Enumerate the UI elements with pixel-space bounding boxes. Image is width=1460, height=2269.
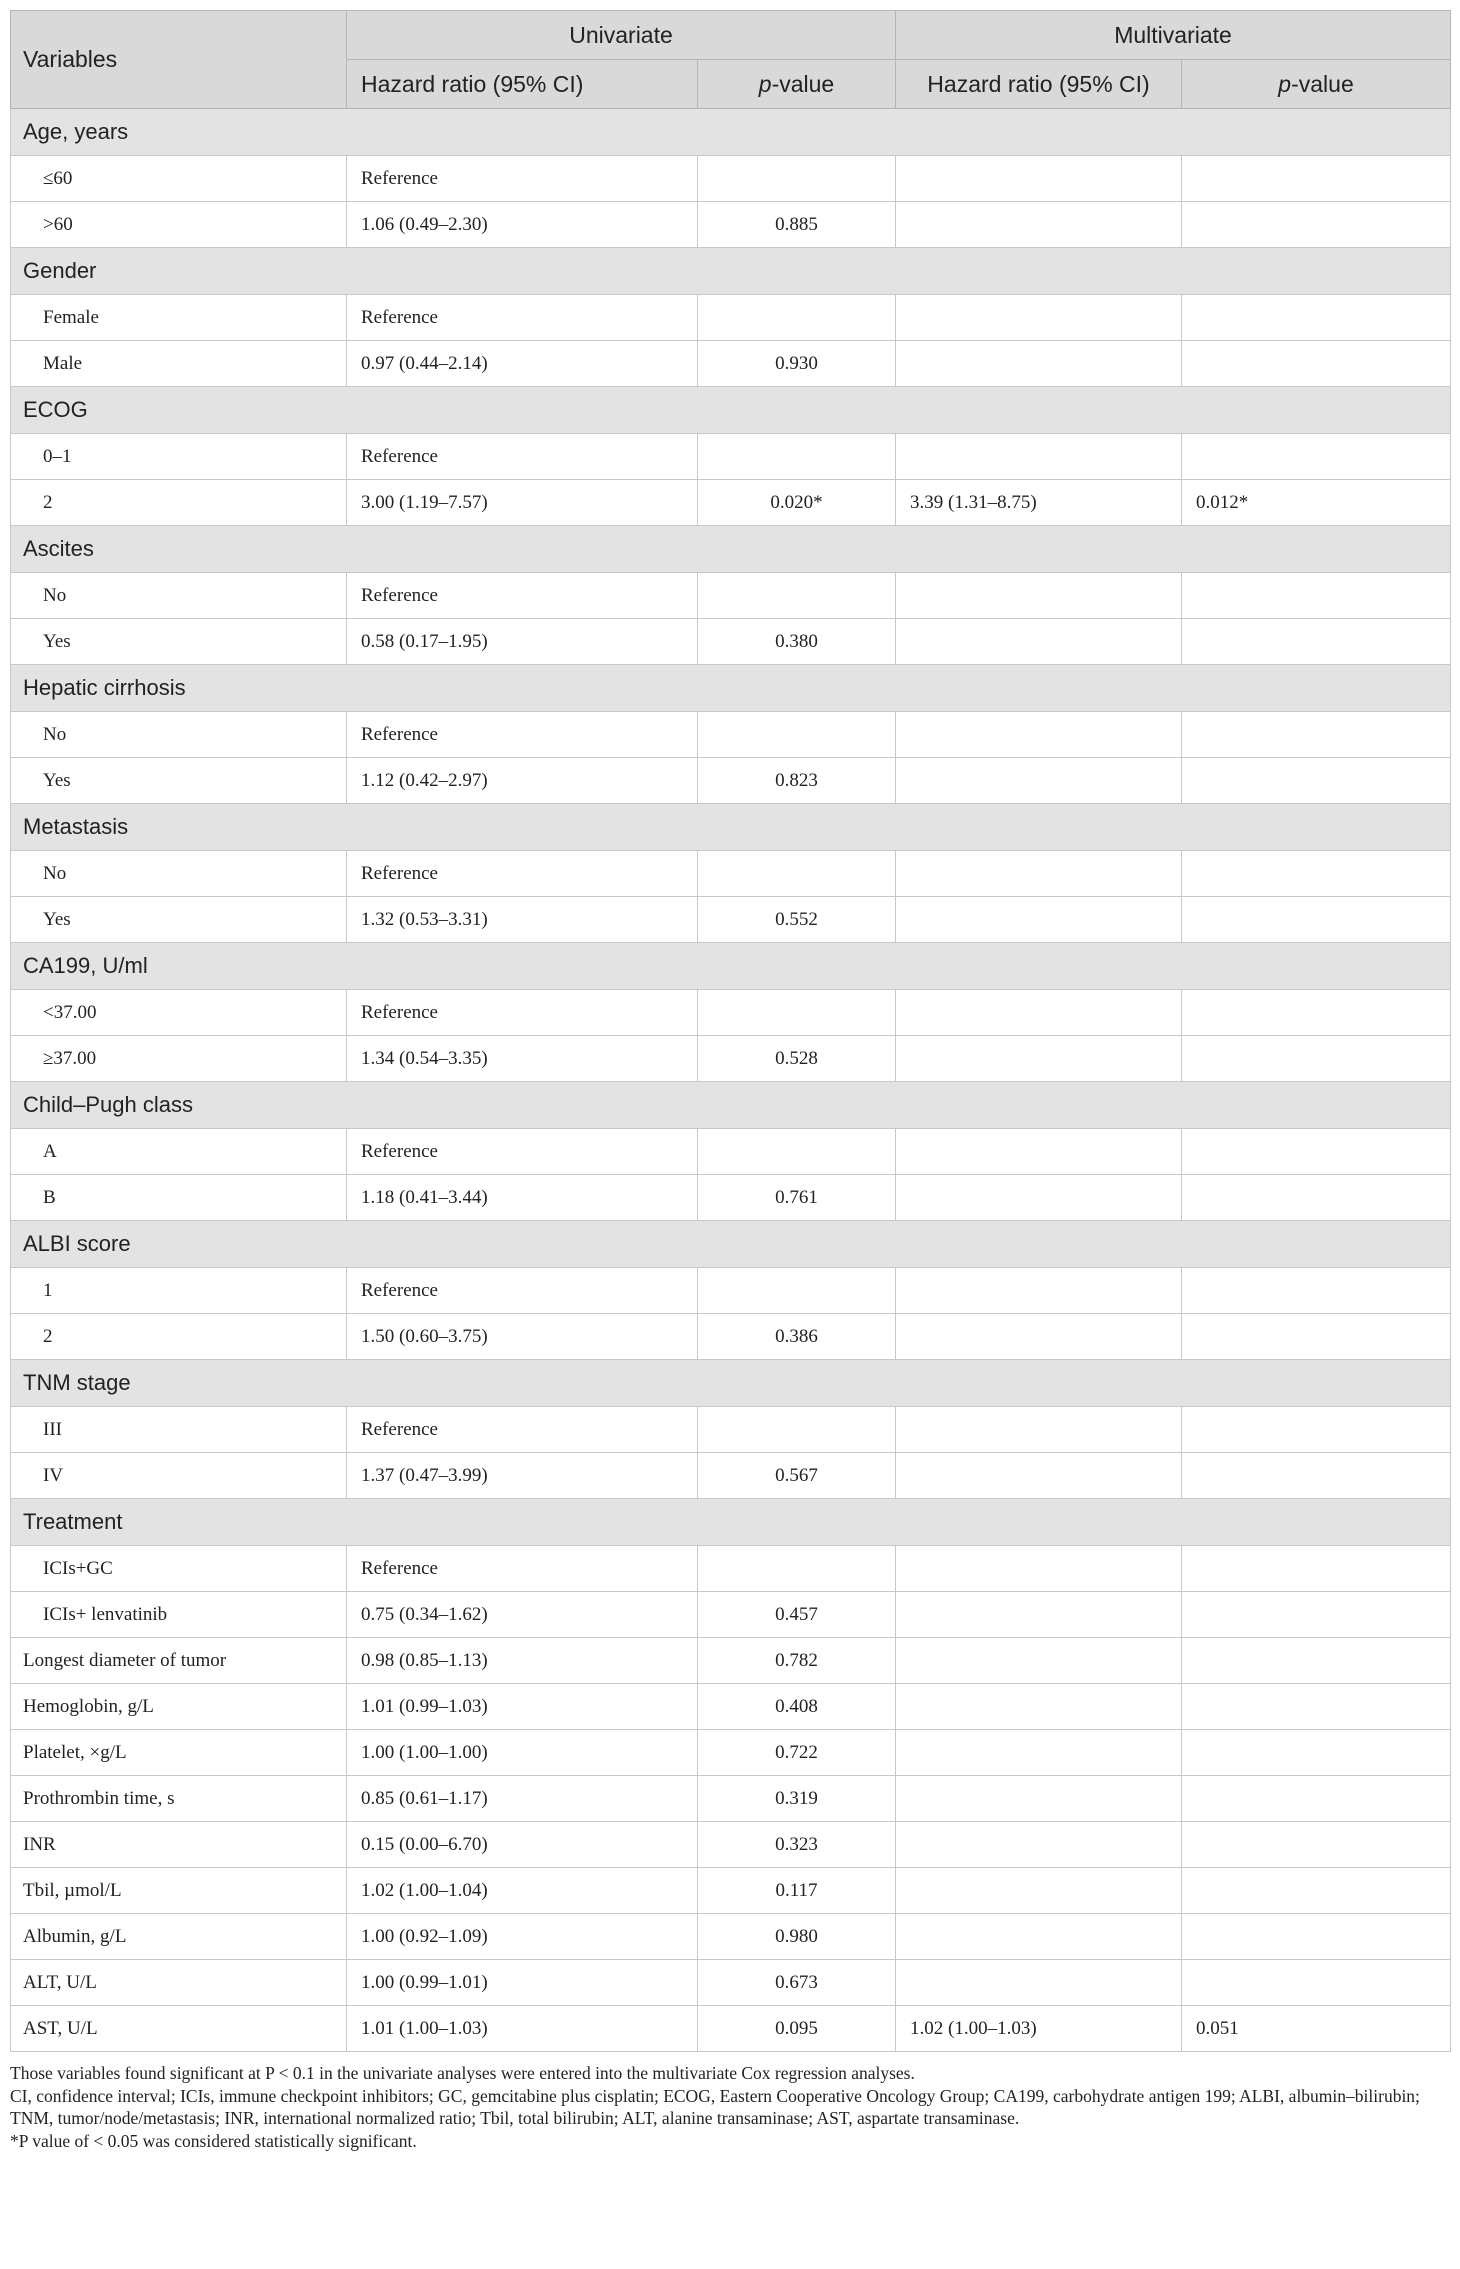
table-row (11, 1868, 1451, 1914)
variable-cell: Yes (11, 897, 347, 943)
table-row (11, 1314, 1451, 1360)
table-footnotes (10, 2062, 1450, 2152)
group-row (11, 1082, 1451, 1129)
multi-hr-cell (896, 1453, 1182, 1499)
uni-p-cell: 0.552 (698, 897, 896, 943)
multi-hr-cell (896, 1868, 1182, 1914)
uni-hr-cell: 1.01 (0.99–1.03) (347, 1684, 698, 1730)
variable-cell: ≤60 (11, 156, 347, 202)
uni-hr-cell: Reference (347, 712, 698, 758)
table-row (11, 1175, 1451, 1221)
variable-cell: INR (11, 1822, 347, 1868)
header-uni-p (698, 60, 896, 109)
group-row (11, 943, 1451, 990)
multi-p-cell (1182, 990, 1451, 1036)
uni-p-cell (698, 1546, 896, 1592)
uni-hr-cell: 1.34 (0.54–3.35) (347, 1036, 698, 1082)
group-row (11, 1360, 1451, 1407)
multi-p-cell (1182, 1129, 1451, 1175)
uni-hr-cell: Reference (347, 434, 698, 480)
multi-p-cell (1182, 1546, 1451, 1592)
multi-hr-cell (896, 1268, 1182, 1314)
uni-hr-cell: 1.02 (1.00–1.04) (347, 1868, 698, 1914)
multi-p-cell (1182, 1684, 1451, 1730)
multi-hr-cell (896, 295, 1182, 341)
multi-p-cell (1182, 1730, 1451, 1776)
uni-p-cell: 0.319 (698, 1776, 896, 1822)
p-suffix: -value (1291, 70, 1354, 97)
multi-hr-cell (896, 1546, 1182, 1592)
group-label: Treatment (11, 1499, 1451, 1546)
variable-cell: <37.00 (11, 990, 347, 1036)
uni-hr-cell: Reference (347, 1129, 698, 1175)
uni-p-cell: 0.095 (698, 2006, 896, 2052)
uni-hr-cell: 1.12 (0.42–2.97) (347, 758, 698, 804)
multi-hr-cell (896, 1684, 1182, 1730)
multi-hr-cell (896, 1638, 1182, 1684)
uni-p-cell: 0.980 (698, 1914, 896, 1960)
uni-p-cell: 0.457 (698, 1592, 896, 1638)
variable-cell: Yes (11, 758, 347, 804)
uni-p-cell (698, 1129, 896, 1175)
uni-p-cell (698, 1407, 896, 1453)
uni-hr-cell: 0.15 (0.00–6.70) (347, 1822, 698, 1868)
uni-p-cell (698, 990, 896, 1036)
variable-cell: No (11, 573, 347, 619)
table-row (11, 851, 1451, 897)
group-label: Metastasis (11, 804, 1451, 851)
table-row (11, 202, 1451, 248)
variable-cell: Yes (11, 619, 347, 665)
header-variables: Variables (11, 11, 347, 109)
group-label: Gender (11, 248, 1451, 295)
multi-hr-cell (896, 897, 1182, 943)
multi-p-cell (1182, 758, 1451, 804)
uni-hr-cell: 1.50 (0.60–3.75) (347, 1314, 698, 1360)
group-label: Hepatic cirrhosis (11, 665, 1451, 712)
uni-hr-cell: Reference (347, 1268, 698, 1314)
uni-hr-cell: Reference (347, 851, 698, 897)
multi-hr-cell (896, 851, 1182, 897)
multi-p-cell (1182, 341, 1451, 387)
footnote-2: CI, confidence interval; ICIs, immune checkpoint inhibitors; GC, gemcitabine plus cisplatin; ECOG, Eastern Cooperative Oncology Group; CA199, carbohydrate antigen 199; ALBI, albumin–bilirubin; TNM, tumor/node/metastasis; INR, international normalized ratio; Tbil, total bilirubin; ALT, alanine transaminase; AST, aspartate transaminase. (10, 2085, 1420, 2128)
group-label: ALBI score (11, 1221, 1451, 1268)
uni-p-cell: 0.408 (698, 1684, 896, 1730)
variable-cell: IV (11, 1453, 347, 1499)
uni-p-cell: 0.930 (698, 341, 896, 387)
uni-hr-cell: Reference (347, 1407, 698, 1453)
uni-hr-cell: 1.00 (0.99–1.01) (347, 1960, 698, 2006)
multi-hr-cell (896, 990, 1182, 1036)
multi-p-cell (1182, 1314, 1451, 1360)
table-body (11, 109, 1451, 2052)
multi-p-cell (1182, 1914, 1451, 1960)
table-row (11, 619, 1451, 665)
uni-hr-cell: 0.98 (0.85–1.13) (347, 1638, 698, 1684)
multi-p-cell: 0.051 (1182, 2006, 1451, 2052)
multi-hr-cell (896, 202, 1182, 248)
group-row (11, 804, 1451, 851)
uni-p-cell: 0.117 (698, 1868, 896, 1914)
table-row (11, 434, 1451, 480)
variable-cell: Prothrombin time, s (11, 1776, 347, 1822)
uni-p-cell: 0.885 (698, 202, 896, 248)
uni-p-cell (698, 573, 896, 619)
table-row (11, 1914, 1451, 1960)
multi-p-cell (1182, 619, 1451, 665)
variable-cell: ICIs+ lenvatinib (11, 1592, 347, 1638)
group-row (11, 526, 1451, 573)
uni-hr-cell: 1.32 (0.53–3.31) (347, 897, 698, 943)
table-row (11, 1730, 1451, 1776)
multi-hr-cell (896, 1592, 1182, 1638)
table-row (11, 295, 1451, 341)
multi-p-cell (1182, 1036, 1451, 1082)
footnote-1: Those variables found significant at P < 0.1 in the univariate analyses were entered into the multivariate Cox regression analyses. (10, 2063, 915, 2083)
multi-p-cell (1182, 1776, 1451, 1822)
cox-regression-table (10, 10, 1451, 2052)
uni-hr-cell: Reference (347, 1546, 698, 1592)
multi-p-cell (1182, 1453, 1451, 1499)
variable-cell: 1 (11, 1268, 347, 1314)
multi-p-cell (1182, 1407, 1451, 1453)
variable-cell: Albumin, g/L (11, 1914, 347, 1960)
multi-hr-cell (896, 712, 1182, 758)
multi-hr-cell (896, 434, 1182, 480)
header-row-1 (11, 11, 1451, 60)
multi-p-cell (1182, 295, 1451, 341)
page (10, 10, 1450, 2152)
variable-cell: AST, U/L (11, 2006, 347, 2052)
multi-p-cell (1182, 712, 1451, 758)
uni-p-cell: 0.823 (698, 758, 896, 804)
uni-hr-cell: Reference (347, 156, 698, 202)
header-uni-hr: Hazard ratio (95% CI) (347, 60, 698, 109)
multi-p-cell (1182, 434, 1451, 480)
table-row (11, 2006, 1451, 2052)
group-row (11, 1221, 1451, 1268)
table-row (11, 1407, 1451, 1453)
table-row (11, 341, 1451, 387)
group-label: Age, years (11, 109, 1451, 156)
table-row (11, 1268, 1451, 1314)
multi-p-cell (1182, 1268, 1451, 1314)
uni-hr-cell: 0.97 (0.44–2.14) (347, 341, 698, 387)
multi-hr-cell (896, 1960, 1182, 2006)
table-row (11, 1776, 1451, 1822)
variable-cell: 2 (11, 1314, 347, 1360)
multi-hr-cell (896, 573, 1182, 619)
uni-p-cell: 0.761 (698, 1175, 896, 1221)
uni-hr-cell: 0.75 (0.34–1.62) (347, 1592, 698, 1638)
group-label: ECOG (11, 387, 1451, 434)
multi-p-cell: 0.012* (1182, 480, 1451, 526)
multi-hr-cell (896, 1914, 1182, 1960)
group-row (11, 665, 1451, 712)
uni-p-cell (698, 712, 896, 758)
uni-hr-cell: 1.00 (1.00–1.00) (347, 1730, 698, 1776)
variable-cell: III (11, 1407, 347, 1453)
variable-cell: ALT, U/L (11, 1960, 347, 2006)
table-row (11, 758, 1451, 804)
multi-hr-cell (896, 1129, 1182, 1175)
table-row (11, 1960, 1451, 2006)
footnote-3: *P value of < 0.05 was considered statistically significant. (10, 2130, 417, 2151)
table-row (11, 990, 1451, 1036)
variable-cell: Hemoglobin, g/L (11, 1684, 347, 1730)
multi-p-cell (1182, 851, 1451, 897)
multi-p-cell (1182, 1175, 1451, 1221)
variable-cell: No (11, 712, 347, 758)
table-row (11, 1638, 1451, 1684)
multi-hr-cell (896, 1407, 1182, 1453)
table-row (11, 1129, 1451, 1175)
uni-hr-cell: Reference (347, 990, 698, 1036)
uni-p-cell (698, 434, 896, 480)
table-row (11, 480, 1451, 526)
uni-hr-cell: Reference (347, 573, 698, 619)
multi-p-cell (1182, 156, 1451, 202)
uni-p-cell (698, 1268, 896, 1314)
multi-hr-cell (896, 1314, 1182, 1360)
uni-hr-cell: 0.58 (0.17–1.95) (347, 619, 698, 665)
group-label: Ascites (11, 526, 1451, 573)
variable-cell: A (11, 1129, 347, 1175)
variable-cell: ≥37.00 (11, 1036, 347, 1082)
multi-hr-cell (896, 619, 1182, 665)
uni-p-cell: 0.567 (698, 1453, 896, 1499)
uni-p-cell: 0.323 (698, 1822, 896, 1868)
table-row (11, 156, 1451, 202)
group-row (11, 387, 1451, 434)
uni-p-cell: 0.528 (698, 1036, 896, 1082)
table-row (11, 1592, 1451, 1638)
variable-cell: Female (11, 295, 347, 341)
multi-hr-cell (896, 1822, 1182, 1868)
variable-cell: 0–1 (11, 434, 347, 480)
variable-cell: B (11, 1175, 347, 1221)
variable-cell: 2 (11, 480, 347, 526)
table-row (11, 1453, 1451, 1499)
uni-p-cell (698, 851, 896, 897)
variable-cell: No (11, 851, 347, 897)
uni-p-cell: 0.020* (698, 480, 896, 526)
group-row (11, 1499, 1451, 1546)
uni-hr-cell: 1.37 (0.47–3.99) (347, 1453, 698, 1499)
variable-cell: >60 (11, 202, 347, 248)
table-row (11, 1036, 1451, 1082)
multi-p-cell (1182, 1638, 1451, 1684)
multi-p-cell (1182, 1868, 1451, 1914)
variable-cell: Longest diameter of tumor (11, 1638, 347, 1684)
uni-p-cell: 0.722 (698, 1730, 896, 1776)
group-label: Child–Pugh class (11, 1082, 1451, 1129)
multi-p-cell (1182, 202, 1451, 248)
header-univariate: Univariate (347, 11, 896, 60)
table-row (11, 1822, 1451, 1868)
table-row (11, 712, 1451, 758)
uni-hr-cell: 0.85 (0.61–1.17) (347, 1776, 698, 1822)
multi-hr-cell (896, 1036, 1182, 1082)
variable-cell: Male (11, 341, 347, 387)
multi-p-cell (1182, 897, 1451, 943)
multi-hr-cell (896, 758, 1182, 804)
group-row (11, 109, 1451, 156)
group-label: CA199, U/ml (11, 943, 1451, 990)
multi-hr-cell (896, 1776, 1182, 1822)
uni-hr-cell: 1.06 (0.49–2.30) (347, 202, 698, 248)
uni-p-cell (698, 156, 896, 202)
multi-p-cell (1182, 573, 1451, 619)
header-multivariate: Multivariate (896, 11, 1451, 60)
header-multi-hr: Hazard ratio (95% CI) (896, 60, 1182, 109)
multi-hr-cell: 1.02 (1.00–1.03) (896, 2006, 1182, 2052)
uni-p-cell (698, 295, 896, 341)
variable-cell: Tbil, µmol/L (11, 1868, 347, 1914)
p-italic: p (1278, 70, 1292, 97)
table-row (11, 1684, 1451, 1730)
multi-hr-cell (896, 156, 1182, 202)
group-label: TNM stage (11, 1360, 1451, 1407)
multi-hr-cell: 3.39 (1.31–8.75) (896, 480, 1182, 526)
uni-hr-cell: 1.01 (1.00–1.03) (347, 2006, 698, 2052)
uni-p-cell: 0.380 (698, 619, 896, 665)
uni-p-cell: 0.782 (698, 1638, 896, 1684)
group-row (11, 248, 1451, 295)
uni-hr-cell: 1.18 (0.41–3.44) (347, 1175, 698, 1221)
uni-hr-cell: 3.00 (1.19–7.57) (347, 480, 698, 526)
variable-cell: Platelet, ×g/L (11, 1730, 347, 1776)
multi-p-cell (1182, 1960, 1451, 2006)
table-row (11, 1546, 1451, 1592)
table-row (11, 573, 1451, 619)
p-suffix: -value (771, 70, 835, 97)
multi-hr-cell (896, 1730, 1182, 1776)
header-multi-p (1182, 60, 1451, 109)
uni-hr-cell: Reference (347, 295, 698, 341)
variable-cell: ICIs+GC (11, 1546, 347, 1592)
multi-p-cell (1182, 1592, 1451, 1638)
multi-hr-cell (896, 1175, 1182, 1221)
uni-p-cell: 0.386 (698, 1314, 896, 1360)
uni-p-cell: 0.673 (698, 1960, 896, 2006)
multi-p-cell (1182, 1822, 1451, 1868)
p-italic: p (758, 70, 772, 97)
uni-hr-cell: 1.00 (0.92–1.09) (347, 1914, 698, 1960)
table-row (11, 897, 1451, 943)
multi-hr-cell (896, 341, 1182, 387)
